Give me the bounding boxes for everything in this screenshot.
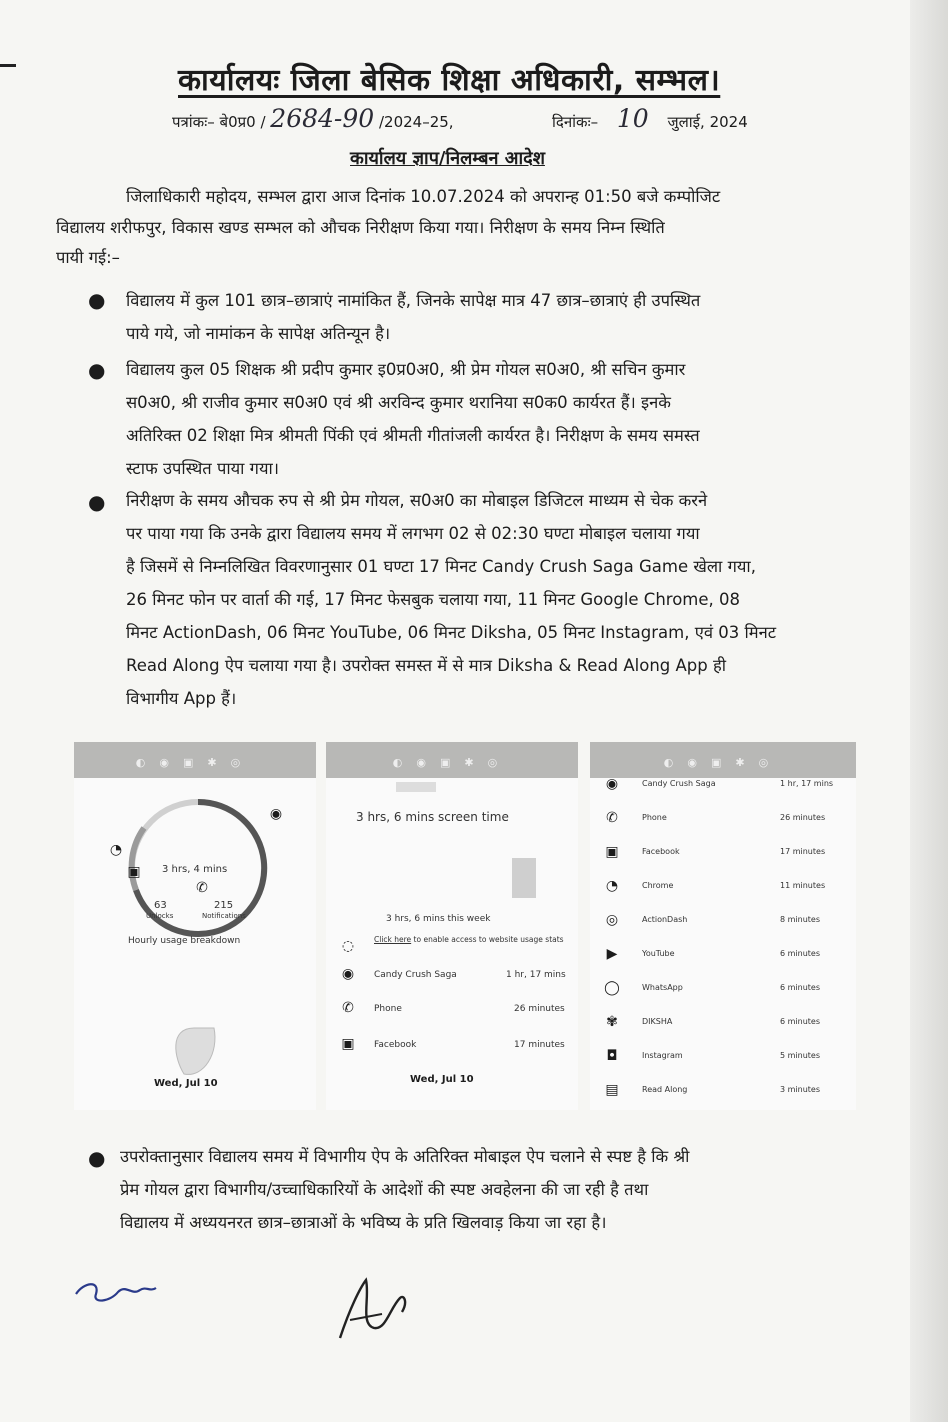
app-name: WhatsApp	[642, 983, 683, 992]
bullet-dot: ●	[88, 358, 106, 382]
bullet-line: 26 मिनट फोन पर वार्ता की गई, 17 मिनट फेसबुक चलाया गया, 11 मिनट Google Chrome, 08	[126, 590, 741, 609]
bullet-line: निरीक्षण के समय औचक रुप से श्री प्रेम गोयल, स0अ0 का मोबाइल डिजिटल माध्यम से चेक करने	[126, 491, 708, 510]
website-access-text	[374, 935, 564, 944]
instagram-icon: ◘	[606, 1048, 618, 1064]
bullet-line: स0अ0, श्री राजीव कुमार स0अ0 एवं श्री अरविन्द कुमार थरानिया स0क0 कार्यरत हैं। इनके	[126, 393, 671, 412]
candy-icon: ◉	[605, 776, 619, 792]
app-time: 26 minutes	[780, 813, 826, 822]
app-name: Read Along	[642, 1085, 688, 1094]
chrome-icon: ◔	[109, 842, 123, 858]
bullet-dot: ●	[88, 490, 106, 514]
screenshot-date: Wed, Jul 10	[410, 1074, 474, 1085]
actiondash-icon: ◎	[605, 912, 619, 928]
date-label: दिनांकः–	[552, 113, 599, 131]
app-time: 3 minutes	[780, 1085, 821, 1094]
bullet-line: है जिसमें से निम्नलिखित विवरणानुसार 01 घण्टा 17 मिनट Candy Crush Saga Game खेला गया,	[126, 557, 756, 576]
weekly-total-label: 3 hrs, 6 mins this week	[386, 914, 491, 924]
bullet-line: विद्यालय कुल 05 शिक्षक श्री प्रदीप कुमार इ0प्र0अ0, श्री प्रेम गोयल स0अ0, श्री सचिन कुमार	[126, 360, 686, 379]
document-heading: कार्यालय ज्ञाप/निलम्बन आदेश	[350, 148, 545, 169]
screenshot-status-bar: ◐◉▣✱◎	[74, 742, 316, 778]
app-time: 1 hr, 17 mins	[506, 970, 566, 980]
intro-line: जिलाधिकारी महोदय, सम्भल द्वारा आज दिनांक 10.07.2024 को अपरान्ह 01:50 बजे कम्पोजिट	[126, 187, 721, 206]
click-here-link[interactable]: Click here	[374, 935, 412, 944]
app-time: 17 minutes	[514, 1040, 565, 1050]
date-suffix: जुलाई, 2024	[667, 113, 748, 131]
screenshot-status-bar: ◐◉▣✱◎	[326, 742, 578, 778]
bullet-line: विद्यालय में अध्ययनरत छात्र–छात्राओं के भविष्य के प्रति खिलवाड़ किया जा रहा है।	[120, 1213, 607, 1232]
bullet-line: विभागीय App हैं।	[126, 689, 237, 708]
whatsapp-icon: ◯	[604, 980, 620, 996]
bullet-line: विद्यालय में कुल 101 छात्र–छात्राएं नामांकित हैं, जिनके सापेक्ष मात्र 47 छात्र–छात्राएं ही उपस्थित	[126, 291, 701, 310]
unlocks-label: Unlocks	[146, 912, 174, 920]
signature-initials	[70, 1272, 160, 1312]
bullet-line: मिनट ActionDash, 06 मिनट YouTube, 06 मिनट Diksha, 05 मिनट Instagram, एवं 03 मिनट	[126, 623, 777, 642]
bullet-line: प्रेम गोयल द्वारा विभागीय/उच्चाधिकारियों के आदेशों की स्पष्ट अवहेलना की जा रही है तथा	[120, 1180, 649, 1199]
app-name: Phone	[642, 813, 667, 822]
letter-number	[172, 104, 454, 133]
weekly-bar	[512, 858, 536, 898]
app-name: YouTube	[642, 949, 675, 958]
bullet-line: पाये गये, जो नामांकन के सापेक्ष अतिन्यून है।	[126, 324, 391, 343]
paper-edge	[910, 0, 948, 1422]
info-icon: ◌	[341, 938, 355, 954]
facebook-icon: ▣	[127, 864, 141, 880]
diksha-icon: ✾	[606, 1014, 618, 1030]
bullet-line: स्टाफ उपस्थित पाया गया।	[126, 459, 280, 478]
app-time: 5 minutes	[780, 1051, 821, 1060]
bullet-dot: ●	[88, 288, 106, 312]
facebook-icon: ▣	[341, 1036, 355, 1052]
letter-date	[552, 104, 748, 133]
screenshot-date: Wed, Jul 10	[154, 1078, 218, 1089]
bullet-dot: ●	[88, 1146, 106, 1170]
bullet-item	[126, 353, 864, 485]
intro-line: पायी गई:–	[56, 248, 120, 267]
bullet-item	[120, 1140, 864, 1239]
usage-screenshot-3	[590, 742, 856, 1110]
bullet-item	[126, 284, 864, 350]
date-handwritten: 10	[616, 104, 649, 133]
period-tab	[396, 782, 436, 792]
app-name: DIKSHA	[642, 1017, 673, 1026]
screenshot-status-bar: ◐◉▣✱◎	[590, 742, 856, 778]
read-along-icon: ▤	[605, 1082, 619, 1098]
bullet-item	[126, 484, 864, 715]
app-name: Instagram	[642, 1051, 683, 1060]
intro-paragraph	[56, 182, 864, 274]
usage-screenshot-2	[326, 742, 578, 1110]
app-name: Facebook	[642, 847, 680, 856]
app-name: Candy Crush Saga	[642, 779, 716, 788]
youtube-icon: ▶	[606, 946, 618, 962]
app-time: 6 minutes	[780, 949, 821, 958]
bullet-line: उपरोक्तानुसार विद्यालय समय में विभागीय ऐप के अतिरिक्त मोबाइल ऐप चलाने से स्पष्ट है कि श्री	[120, 1147, 690, 1166]
app-time: 8 minutes	[780, 915, 821, 924]
bullet-line: Read Along ऐप चलाया गया है। उपरोक्त समस्त में से मात्र Diksha & Read Along App ही	[126, 656, 727, 675]
letter-number-handwritten: 2684-90	[270, 104, 375, 133]
unlocks-value: 63	[154, 900, 167, 911]
bullet-line: पर पाया गया कि उनके द्वारा विद्यालय समय में लगभग 02 से 02:30 घण्टा मोबाइल चलाया गया	[126, 524, 700, 543]
app-name: Candy Crush Saga	[374, 970, 457, 980]
app-name: Chrome	[642, 881, 674, 890]
phone-icon: ✆	[606, 810, 618, 826]
phone-icon: ✆	[342, 1000, 354, 1016]
app-time: 17 minutes	[780, 847, 826, 856]
phone-icon: ✆	[196, 880, 208, 896]
notifications-label: Notifications	[202, 912, 246, 920]
candy-icon: ◉	[341, 966, 355, 982]
donut-center-label: 3 hrs, 4 mins	[162, 864, 228, 875]
facebook-icon: ▣	[605, 844, 619, 860]
intro-line: विद्यालय शरीफपुर, विकास खण्ड सम्भल को औचक निरीक्षण किया गया। निरीक्षण के समय निम्न स्थिति	[56, 217, 665, 237]
notifications-value: 215	[214, 900, 234, 911]
signature	[330, 1268, 420, 1348]
app-time: 1 hr, 17 mins	[780, 779, 834, 788]
app-time: 26 minutes	[514, 1004, 565, 1014]
margin-mark	[0, 64, 16, 67]
website-access-rest: to enable access to website usage stats	[413, 935, 564, 944]
hourly-usage-label: Hourly usage breakdown	[128, 936, 241, 946]
letter-number-suffix: /2024–25,	[378, 113, 454, 131]
usage-screenshot-1	[74, 742, 316, 1110]
chrome-icon: ◔	[605, 878, 619, 894]
office-title: कार्यालयः जिला बेसिक शिक्षा अधिकारी, सम्भल।	[178, 63, 721, 98]
app-name: Phone	[374, 1004, 402, 1014]
app-time: 6 minutes	[780, 1017, 821, 1026]
app-name: ActionDash	[642, 915, 688, 924]
bullet-line: अतिरिक्त 02 शिक्षा मित्र श्रीमती पिंकी एवं श्रीमती गीतांजली कार्यरत है। निरीक्षण के समय समस्त	[126, 426, 700, 445]
screen-time-label: 3 hrs, 6 mins screen time	[356, 810, 509, 824]
app-name: Facebook	[374, 1040, 417, 1050]
app-time: 6 minutes	[780, 983, 821, 992]
candy-icon: ◉	[269, 806, 283, 822]
app-time: 11 minutes	[780, 881, 826, 890]
letter-number-label: पत्रांकः– बे0प्र0 /	[172, 113, 266, 131]
